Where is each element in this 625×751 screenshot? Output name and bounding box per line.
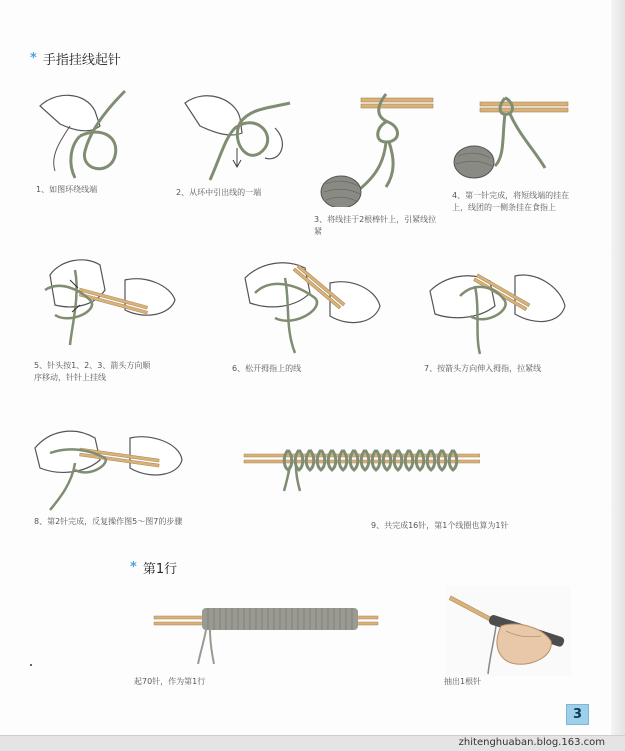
section-heading-row-1 bbox=[130, 558, 177, 577]
caption-step-4: 4、第一针完成，将短线端的挂在上，线团的一侧条挂在食指上 bbox=[452, 191, 570, 212]
section-heading-cast-on bbox=[30, 49, 121, 68]
illustration-step-6 bbox=[225, 248, 385, 358]
page-number-badge: 3 bbox=[566, 704, 589, 725]
caption-step-2: 2、从环中引出线的一端 bbox=[176, 188, 262, 197]
caption-step-8: 8、第2针完成，反复操作图5～图7的步骤 bbox=[34, 517, 183, 526]
caption-step-7: 7、按箭头方向伸入拇指，拉紧线 bbox=[424, 364, 542, 373]
illustration-pull-needle bbox=[446, 586, 571, 676]
scan-speck bbox=[30, 664, 32, 666]
section-title: 第1行 bbox=[142, 562, 178, 577]
caption-step-3: 3、将线挂于2根棒针上，引紧线拉紧 bbox=[314, 215, 437, 236]
illustration-step-7 bbox=[420, 256, 570, 356]
caption-step-1: 1、如图环绕线端 bbox=[36, 185, 98, 194]
scan-edge bbox=[611, 0, 625, 735]
caption-step-9: 9、共完成16针，第1个线圈也算为1针 bbox=[371, 521, 509, 530]
illustration-cast-on-70 bbox=[150, 596, 382, 666]
illustration-step-4 bbox=[450, 96, 575, 186]
illustration-step-3 bbox=[316, 92, 441, 207]
asterisk-icon: * bbox=[130, 560, 137, 575]
illustration-step-1 bbox=[30, 86, 140, 181]
illustration-step-2 bbox=[180, 88, 295, 183]
watermark-text: zhitenghuaban.blog.163.com bbox=[458, 737, 605, 748]
asterisk-icon: * bbox=[30, 51, 37, 66]
section-title: 手指挂线起针 bbox=[42, 53, 121, 68]
caption-step-6: 6、松开拇指上的线 bbox=[232, 364, 302, 373]
caption-cast-on-70: 起70针，作为第1行 bbox=[134, 677, 206, 686]
illustration-step-8 bbox=[30, 418, 185, 513]
footer-bar bbox=[0, 735, 625, 751]
caption-step-5: 5、针头按1、2、3、箭头方向顺序移动，针针上挂线 bbox=[34, 361, 151, 382]
illustration-step-5 bbox=[30, 250, 180, 355]
illustration-step-9 bbox=[240, 436, 480, 494]
caption-pull-needle: 抽出1根针 bbox=[444, 677, 482, 686]
